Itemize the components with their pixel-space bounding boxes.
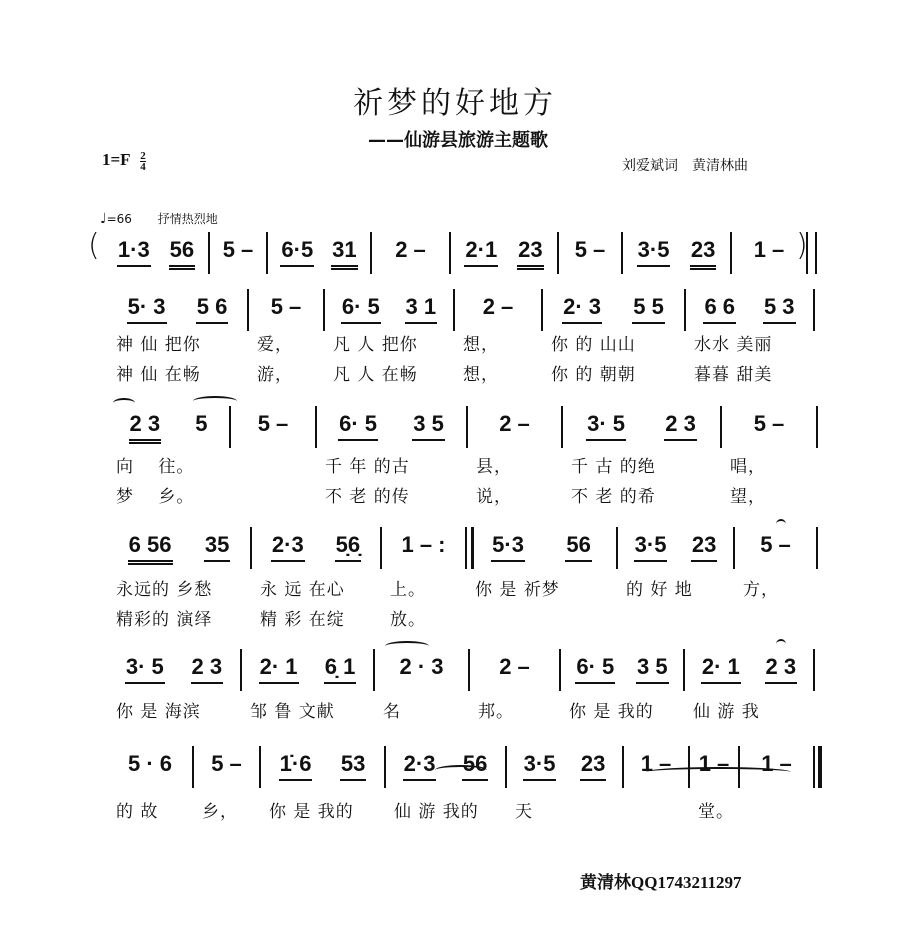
bar-line bbox=[557, 232, 559, 274]
measure bbox=[321, 412, 462, 441]
note-group: 1·3 bbox=[117, 238, 151, 267]
bar-line bbox=[466, 406, 468, 448]
bar-line bbox=[373, 649, 375, 691]
note-group: 5 – bbox=[760, 532, 791, 557]
lyric: 说， bbox=[476, 487, 512, 507]
note-group: 2· 1 bbox=[701, 655, 741, 684]
time-bottom: 4 bbox=[140, 160, 146, 173]
slur bbox=[435, 765, 487, 775]
measure bbox=[567, 412, 716, 441]
bar-line bbox=[380, 527, 382, 569]
bar-line bbox=[240, 649, 242, 691]
song-subtitle: ——仙游县旅游主题歌 bbox=[368, 130, 548, 151]
measure bbox=[547, 295, 680, 324]
measure bbox=[272, 238, 366, 270]
lyric: 向 往。 bbox=[116, 457, 195, 477]
bar-line bbox=[266, 232, 268, 274]
note-group: 2 – bbox=[395, 237, 426, 262]
bar-line bbox=[720, 406, 722, 448]
time-top: 2 bbox=[140, 149, 146, 162]
lyric: 千 年 的古 bbox=[325, 457, 410, 477]
measure bbox=[455, 238, 553, 270]
note-group: 3·5 bbox=[523, 752, 557, 781]
note-group: 6· 5 bbox=[341, 295, 381, 324]
lyric: 名 bbox=[383, 702, 401, 722]
bar-line bbox=[449, 232, 451, 274]
slur bbox=[646, 767, 791, 777]
lyric: 神 仙 在畅 bbox=[116, 365, 201, 385]
slur bbox=[193, 396, 237, 406]
note-group: 2 3 bbox=[129, 412, 162, 444]
quarter-note-icon: ♩ bbox=[100, 211, 107, 227]
note-group: 2 · 3 bbox=[399, 654, 444, 679]
note-group: 56 bbox=[169, 238, 195, 270]
measure bbox=[235, 412, 311, 439]
song-title: 祈梦的好地方 bbox=[353, 86, 557, 121]
note-group: 2 – bbox=[499, 411, 530, 436]
note-group: 5 – bbox=[574, 237, 606, 262]
note-group: 2·3 bbox=[271, 533, 305, 562]
lyric: 想， bbox=[463, 365, 499, 385]
bar-line bbox=[468, 649, 470, 691]
note-group: 6· 5 bbox=[575, 655, 615, 684]
note-group: 5 – bbox=[211, 751, 242, 776]
note-group: 5̣6̣ bbox=[335, 533, 361, 562]
lyric: 游， bbox=[257, 365, 293, 385]
lyric: 县， bbox=[476, 457, 512, 477]
credits: 刘爱斌词 黄清林曲 bbox=[622, 158, 748, 174]
bar-line bbox=[559, 649, 561, 691]
lyric: 邹 鲁 文献 bbox=[250, 702, 335, 722]
note-group: 6·5 bbox=[280, 238, 314, 267]
lyric: 爱， bbox=[257, 335, 293, 355]
measure bbox=[622, 533, 729, 562]
lyric: 你 的 朝朝 bbox=[551, 365, 636, 385]
bar-line bbox=[247, 289, 249, 331]
lyric: 你 的 山山 bbox=[551, 335, 636, 355]
note-group: 3 1 bbox=[405, 295, 438, 324]
measure bbox=[253, 295, 319, 322]
bar-line bbox=[465, 527, 467, 569]
lyric: 想， bbox=[463, 335, 499, 355]
lyric: 唱， bbox=[730, 457, 766, 477]
tempo-marking bbox=[100, 210, 218, 227]
note-group: 23 bbox=[690, 238, 716, 270]
lyric: 天 bbox=[515, 802, 533, 822]
measure bbox=[565, 655, 679, 684]
note-group: 6· 5 bbox=[338, 412, 378, 441]
lyric: 堂。 bbox=[698, 802, 734, 822]
lyric: 上。 bbox=[390, 580, 426, 600]
note-group: 1̇·6 bbox=[279, 752, 313, 781]
bar-line bbox=[730, 232, 732, 274]
note-group: 3·5 bbox=[634, 533, 668, 562]
note-group: 6 56 bbox=[128, 533, 173, 565]
lyric: 仙 游 我 bbox=[693, 702, 760, 722]
note-group: 1 – bbox=[698, 751, 730, 776]
measure bbox=[472, 412, 557, 439]
note-group: 1 – bbox=[761, 751, 792, 776]
slur bbox=[113, 398, 135, 408]
note-group: 3 5 bbox=[412, 412, 445, 441]
bar-line bbox=[683, 649, 685, 691]
lyric: 望， bbox=[730, 487, 766, 507]
measure bbox=[112, 533, 246, 565]
note-group: 35 bbox=[204, 533, 230, 562]
lyric: 的 好 地 bbox=[626, 580, 693, 600]
note-group: 5 · 6 bbox=[127, 751, 173, 776]
note-group: 5 – bbox=[753, 411, 785, 436]
note-group: 5 – bbox=[222, 237, 254, 262]
slur bbox=[385, 641, 429, 651]
measure bbox=[329, 295, 449, 324]
note-group: 3· 5 bbox=[125, 655, 165, 684]
bar-line bbox=[323, 289, 325, 331]
bar-line bbox=[541, 289, 543, 331]
lyric: 你 是 我的 bbox=[569, 702, 654, 722]
footer-credit: 黄清林QQ1743211297 bbox=[580, 873, 742, 892]
measure bbox=[736, 238, 802, 265]
note-group: 6 6 bbox=[703, 295, 736, 324]
measure bbox=[689, 655, 809, 684]
measure bbox=[386, 533, 461, 560]
measure bbox=[198, 752, 255, 779]
bar-line bbox=[733, 527, 735, 569]
slur bbox=[776, 519, 786, 529]
note-group: 5 6 bbox=[196, 295, 229, 324]
note-group: 2 3 bbox=[191, 655, 224, 684]
lyric: 凡 人 把你 bbox=[333, 335, 418, 355]
lyric: 精彩的 演绎 bbox=[116, 610, 213, 630]
measure bbox=[112, 655, 236, 684]
close-paren: ) bbox=[796, 228, 808, 263]
slur bbox=[776, 639, 786, 649]
measure bbox=[108, 238, 204, 270]
lyric: 凡 人 在畅 bbox=[333, 365, 418, 385]
measure bbox=[459, 295, 537, 322]
lyric: 的 故 bbox=[116, 802, 159, 822]
bar-line bbox=[616, 527, 618, 569]
bar-line bbox=[505, 746, 507, 788]
bar-line bbox=[208, 232, 210, 274]
key-label: 1=F bbox=[102, 150, 130, 169]
note-group: 2 – bbox=[499, 654, 530, 679]
note-group: 5·3 bbox=[491, 533, 525, 562]
note-group: 56 bbox=[462, 752, 488, 781]
lyric: 神 仙 把你 bbox=[116, 335, 201, 355]
measure bbox=[627, 238, 726, 270]
measure bbox=[726, 412, 812, 439]
note-group: 2 3 bbox=[765, 655, 798, 684]
note-group: 3·5 bbox=[637, 238, 671, 267]
measure bbox=[246, 655, 369, 684]
bar-line bbox=[813, 649, 815, 691]
time-signature bbox=[140, 151, 146, 172]
lyric: 邦。 bbox=[478, 702, 514, 722]
bar-line bbox=[192, 746, 194, 788]
bar-line bbox=[259, 746, 261, 788]
measure bbox=[214, 238, 262, 265]
measure bbox=[376, 238, 445, 265]
measure bbox=[379, 655, 464, 682]
note-group: 5 bbox=[195, 411, 208, 436]
lyric: 不 老 的传 bbox=[325, 487, 410, 507]
lyric: 乡， bbox=[202, 802, 238, 822]
lyric: 千 古 的绝 bbox=[571, 457, 656, 477]
measure bbox=[690, 295, 809, 324]
lyric: 仙 游 我的 bbox=[394, 802, 479, 822]
bar-line bbox=[384, 746, 386, 788]
measure bbox=[112, 752, 188, 779]
lyric: 你 是 海滨 bbox=[116, 702, 201, 722]
lyric: 永远的 乡愁 bbox=[116, 580, 213, 600]
bar-line bbox=[684, 289, 686, 331]
lyric: 精 彩 在绽 bbox=[260, 610, 345, 630]
measure bbox=[256, 533, 376, 562]
lyric: 永 远 在心 bbox=[260, 580, 345, 600]
note-group: 6̣ 1 bbox=[324, 655, 357, 684]
bar-line bbox=[816, 406, 818, 448]
bar-line bbox=[561, 406, 563, 448]
bar-line bbox=[229, 406, 231, 448]
open-paren: ( bbox=[88, 228, 100, 263]
note-group: 1 – bbox=[640, 751, 672, 776]
end-bar-line bbox=[818, 746, 822, 788]
note-group: 23 bbox=[691, 533, 717, 562]
note-group: 5 3 bbox=[763, 295, 796, 324]
note-group: 23 bbox=[517, 238, 543, 270]
bar-line bbox=[622, 746, 624, 788]
note-group: 23 bbox=[580, 752, 606, 781]
note-group: 2·3 bbox=[403, 752, 437, 781]
note-group: 2 – bbox=[482, 294, 514, 319]
bar-line bbox=[453, 289, 455, 331]
bar-line bbox=[250, 527, 252, 569]
bar-line bbox=[813, 746, 815, 788]
note-group: 5· 3 bbox=[127, 295, 167, 324]
measure bbox=[511, 752, 618, 781]
lyric: 不 老 的希 bbox=[571, 487, 656, 507]
lyric: 你 是 祈梦 bbox=[475, 580, 560, 600]
measure bbox=[739, 533, 812, 560]
repeat-bar-line bbox=[471, 527, 474, 569]
note-group: 2 3 bbox=[664, 412, 697, 441]
measure bbox=[471, 533, 612, 562]
note-group: 5 – bbox=[270, 294, 302, 319]
lyric: 方， bbox=[743, 580, 779, 600]
final-bar-line bbox=[815, 232, 817, 274]
bar-line bbox=[370, 232, 372, 274]
note-group: 2· 3 bbox=[562, 295, 602, 324]
lyric: 你 是 我的 bbox=[269, 802, 354, 822]
lyric: 水水 美丽 bbox=[694, 335, 773, 355]
note-group: 5 – bbox=[257, 411, 289, 436]
bar-line bbox=[621, 232, 623, 274]
lyric: 暮暮 甜美 bbox=[694, 365, 773, 385]
lyric: 梦 乡。 bbox=[116, 487, 195, 507]
measure bbox=[563, 238, 617, 265]
measure bbox=[474, 655, 555, 682]
measure bbox=[112, 412, 225, 444]
tempo-value: =66 bbox=[106, 212, 132, 226]
note-group: 2·1 bbox=[464, 238, 498, 267]
note-group: 31 bbox=[331, 238, 357, 270]
note-group: 1 – bbox=[753, 237, 785, 262]
bar-line bbox=[813, 289, 815, 331]
bar-line bbox=[315, 406, 317, 448]
note-group: 53 bbox=[340, 752, 366, 781]
note-group: 1 – : bbox=[401, 532, 446, 557]
bar-line bbox=[816, 527, 818, 569]
measure bbox=[265, 752, 380, 781]
note-group: 2· 1 bbox=[259, 655, 299, 684]
key-signature bbox=[102, 150, 146, 172]
note-group: 3· 5 bbox=[586, 412, 626, 441]
note-group: 56 bbox=[565, 533, 591, 562]
lyric: 放。 bbox=[390, 610, 426, 630]
note-group: 3 5 bbox=[636, 655, 669, 684]
expression-text: 抒情热烈地 bbox=[157, 212, 218, 226]
note-group: 5 5 bbox=[632, 295, 665, 324]
measure bbox=[112, 295, 243, 324]
